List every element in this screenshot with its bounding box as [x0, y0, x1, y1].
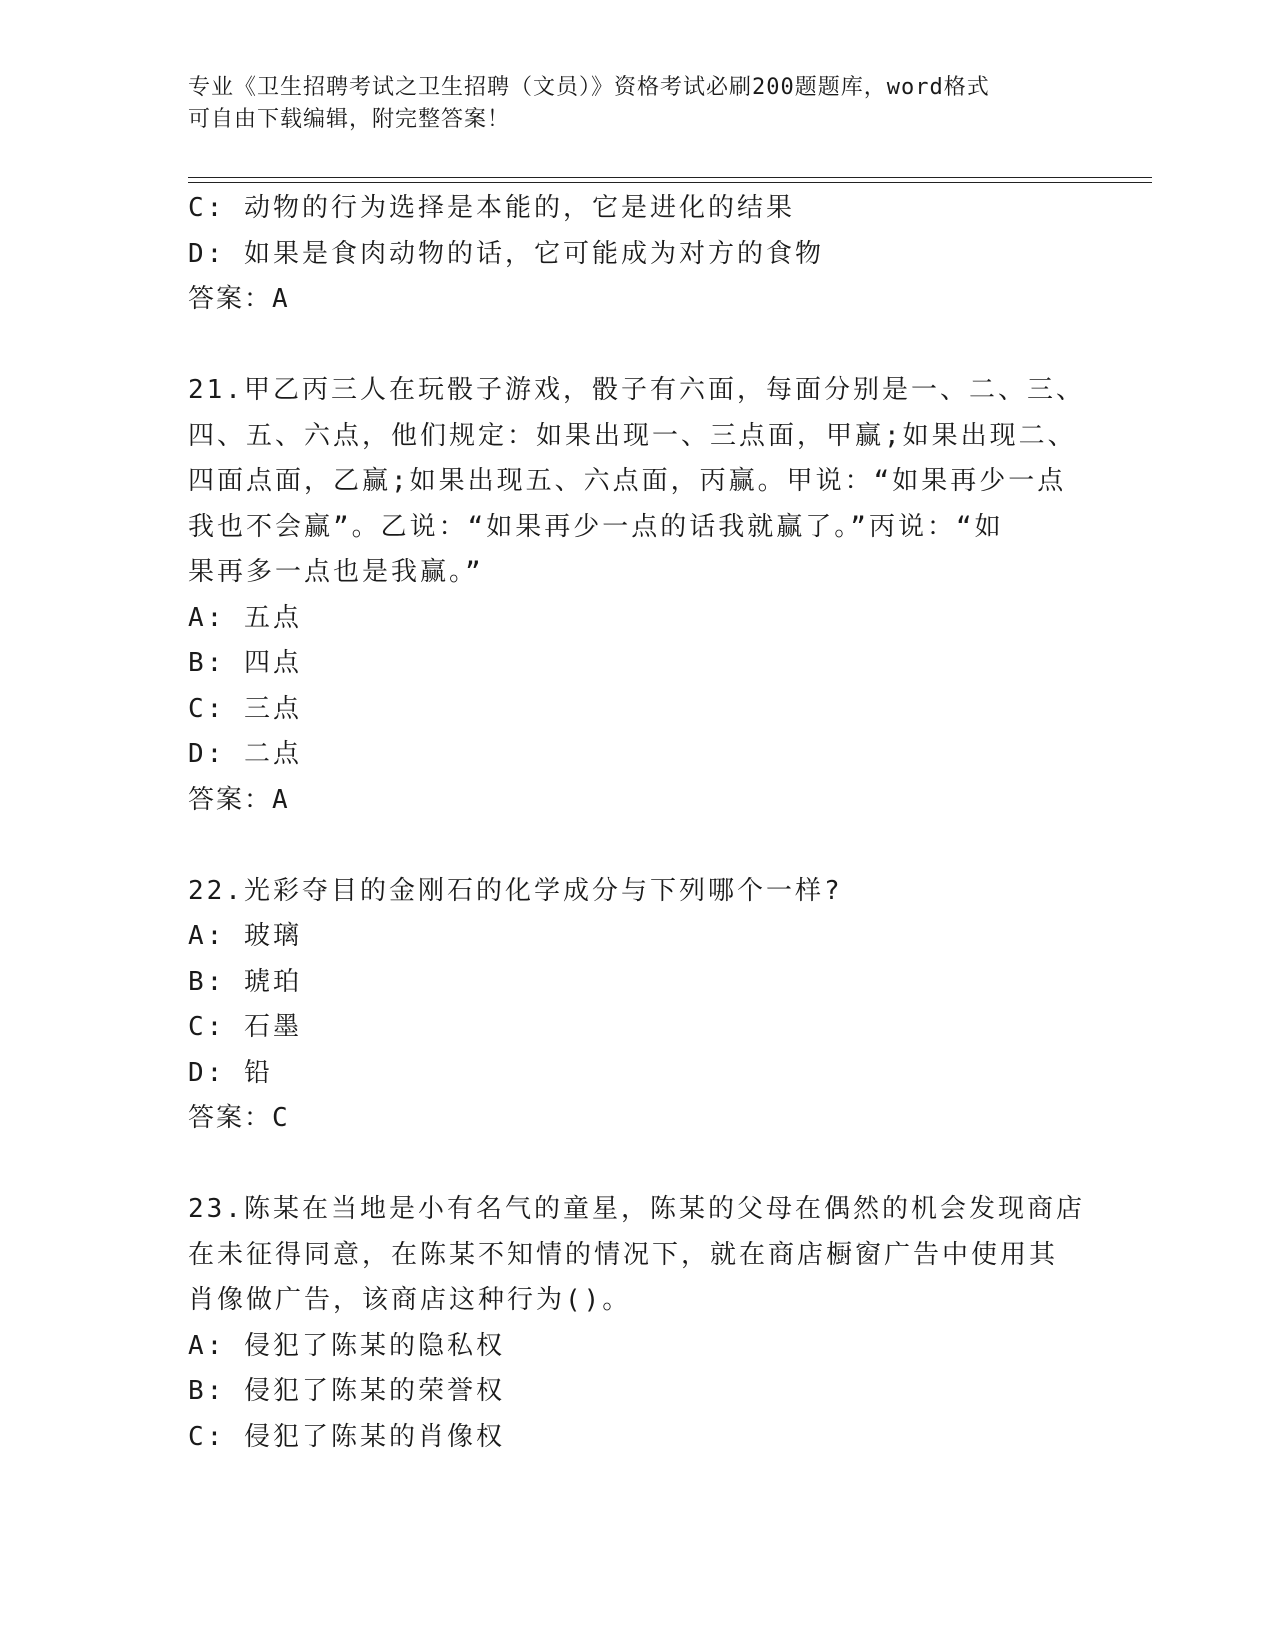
question-text-line: 在未征得同意，在陈某不知情的情况下，就在商店橱窗广告中使用其: [188, 1239, 1059, 1270]
header-divider-bottom: [188, 182, 1152, 183]
question-content: [188, 186, 1088, 1460]
spacer: [188, 823, 1088, 869]
option-c: C: 石墨: [188, 1012, 302, 1042]
option-a: A: 侵犯了陈某的隐私权: [188, 1330, 505, 1361]
option-c: C: 三点: [188, 693, 302, 724]
question-text-line: 肖像做广告，该商店这种行为()。: [188, 1285, 632, 1315]
option-d: D: 铅: [188, 1057, 273, 1088]
option-d: D: 二点: [188, 739, 302, 769]
spacer: [188, 323, 1088, 369]
option-b: B: 琥珀: [188, 966, 302, 997]
option-c: C: 动物的行为选择是本能的，它是进化的结果: [188, 193, 795, 223]
question-text-line: 23.陈某在当地是小有名气的童星，陈某的父母在偶然的机会发现商店: [188, 1194, 1085, 1224]
option-d: D: 如果是食肉动物的话，它可能成为对方的食物: [188, 238, 824, 269]
answer-label: 答案：A: [188, 784, 290, 815]
option-a: A: 五点: [188, 602, 302, 633]
option-c: C: 侵犯了陈某的肖像权: [188, 1421, 505, 1452]
question-text-line: 我也不会赢”。乙说：“如果再少一点的话我就赢了。”丙说：“如: [188, 511, 1004, 542]
header-divider-top: [188, 177, 1152, 178]
header-line-2: 可自由下载编辑，附完整答案！: [188, 107, 511, 132]
answer-label: 答案：A: [188, 284, 290, 314]
spacer: [188, 1142, 1088, 1188]
option-b: B: 侵犯了陈某的荣誉权: [188, 1376, 505, 1406]
question-text-line: 21.甲乙丙三人在玩骰子游戏，骰子有六面，每面分别是一、二、三、: [188, 375, 1085, 405]
prev-question-block: [188, 186, 1088, 323]
question-21: [188, 368, 1088, 823]
option-a: A: 玻璃: [188, 921, 302, 951]
question-text-line: 22.光彩夺目的金刚石的化学成分与下列哪个一样?: [188, 875, 843, 906]
question-22: [188, 869, 1088, 1142]
document-header: [188, 72, 1068, 136]
question-text-line: 四、五、六点，他们规定：如果出现一、三点面，甲赢;如果出现二、: [188, 420, 1077, 451]
question-23: [188, 1187, 1088, 1460]
header-line-1: 专业《卫生招聘考试之卫生招聘（文员）》资格考试必刷200题题库，word格式: [188, 75, 990, 100]
option-b: B: 四点: [188, 648, 302, 678]
question-text-line: 四面点面，乙赢;如果出现五、六点面，丙赢。甲说：“如果再少一点: [188, 466, 1067, 496]
question-text-line: 果再多一点也是我赢。”: [188, 557, 484, 587]
answer-label: 答案：C: [188, 1103, 290, 1133]
